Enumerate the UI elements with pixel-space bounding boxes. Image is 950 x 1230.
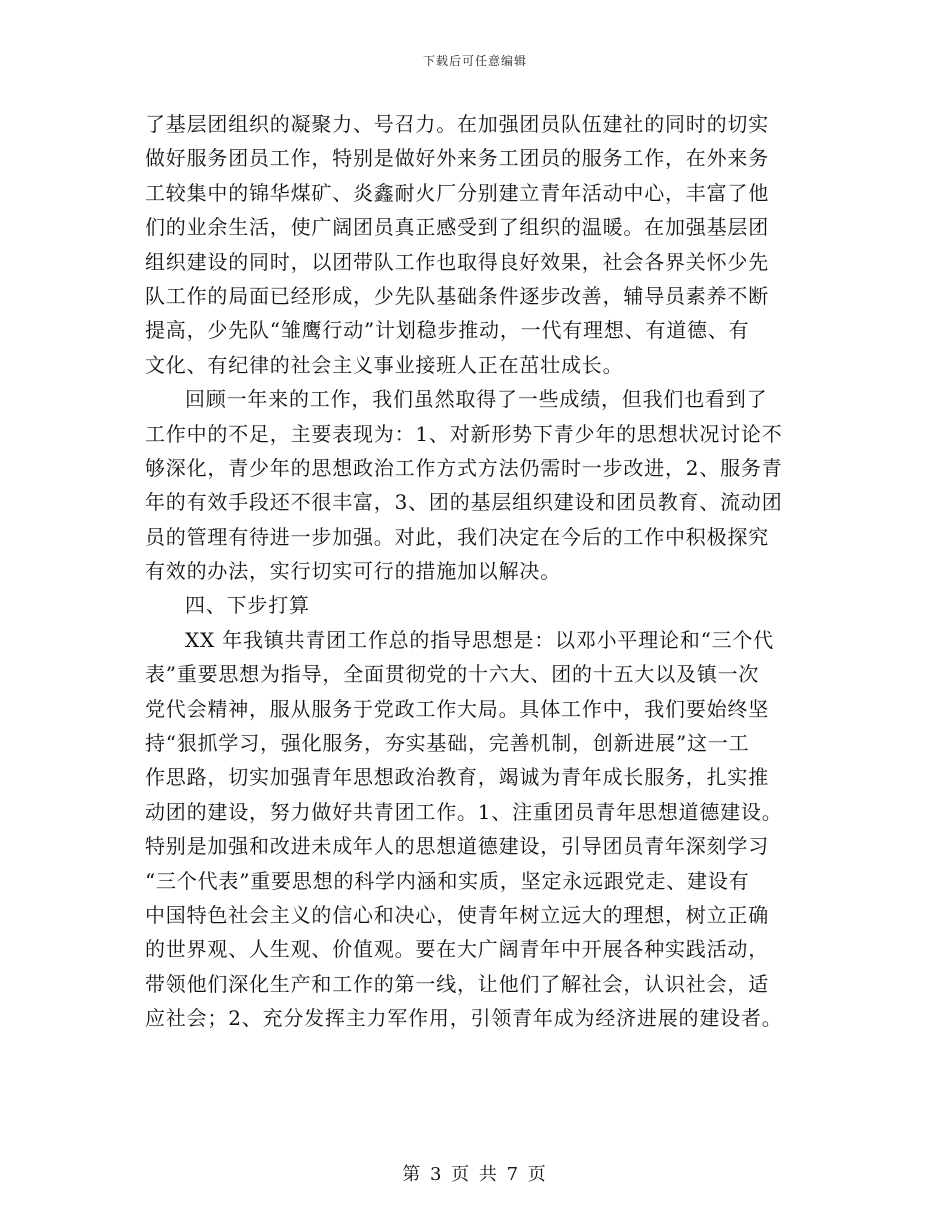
text-line: 动团的建设，努力做好共青团工作。1、注重团员青年思想道德建设。 (145, 799, 783, 824)
text-line: 们的业余生活，使广阔团员真正感受到了组织的温暖。在加强基层团 (145, 215, 769, 240)
text-line: 带领他们深化生产和工作的第一线，让他们了解社会，认识社会，适 (145, 971, 769, 996)
text-line: 组织建设的同时，以团带队工作也取得良好效果，社会各界关怀少先 (145, 249, 769, 274)
text-line: 中国特色社会主义的信心和决心，使青年树立远大的理想，树立正确 (145, 902, 769, 927)
text-line: 有效的办法，实行切实可行的措施加以解决。 (145, 559, 561, 584)
body-text (145, 107, 810, 1036)
text-line: 党代会精神，服从服务于党政工作大局。具体工作中，我们要始终坚 (145, 696, 769, 721)
text-line: 了基层团组织的凝聚力、号召力。在加强团员队伍建社的同时的切实 (145, 112, 769, 136)
text-line: 够深化，青少年的思想政治工作方式方法仍需时一步改进，2、服务青 (145, 455, 783, 480)
text-line: 员的管理有待进一步加强。对此，我们决定在今后的工作中积极探究 (145, 524, 769, 549)
text-line: 年的有效手段还不很丰富，3、团的基层组织建设和团员教育、流动团 (145, 490, 783, 515)
text-line: XX 年我镇共青团工作总的指导思想是：以邓小平理论和“三个代 (185, 627, 775, 652)
text-line: 文化、有纪律的社会主义事业接班人正在茁壮成长。 (145, 352, 624, 377)
text-line: 工作中的不足，主要表现为：1、对新形势下青少年的思想状况讨论不 (145, 421, 783, 446)
text-line: 的世界观、人生观、价值观。要在大广阔青年中开展各种实践活动， (145, 937, 769, 962)
text-line: 队工作的局面已经形成，少先队基础条件逐步改善，辅导员素养不断 (145, 283, 769, 308)
text-line: 表”重要思想为指导，全面贯彻党的十六大、团的十五大以及镇一次 (145, 662, 760, 687)
text-line: 做好服务团员工作，特别是做好外来务工团员的服务工作，在外来务 (145, 146, 769, 171)
text-line: 回顾一年来的工作，我们虽然取得了一些成绩，但我们也看到了 (185, 387, 768, 412)
text-line: 作思路，切实加强青年思想政治教育，竭诚为青年成长服务，扎实推 (145, 765, 769, 790)
text-line: 工较集中的锦华煤矿、炎鑫耐火厂分别建立青年活动中心，丰富了他 (145, 180, 769, 205)
text-line: “三个代表”重要思想的科学内涵和实质，坚定永远跟党走、建设有 (145, 868, 750, 893)
text-line: 持“狠抓学习，强化服务，夯实基础，完善机制，创新进展”这一工 (145, 731, 750, 756)
section-heading: 四、下步打算 (185, 593, 310, 618)
text-line: 特别是加强和改进未成年人的思想道德建设，引导团员青年深刻学习 (145, 834, 769, 859)
text-line: 应社会；2、充分发挥主力军作用，引领青年成为经济进展的建设者。 (145, 1006, 783, 1031)
page-header: 下载后可任意编辑 (422, 54, 527, 68)
text-line: 提高，少先队“雏鹰行动”计划稳步推动，一代有理想、有道德、有 (145, 318, 750, 343)
page-number: 第 3 页 共 7 页 (402, 1164, 548, 1185)
